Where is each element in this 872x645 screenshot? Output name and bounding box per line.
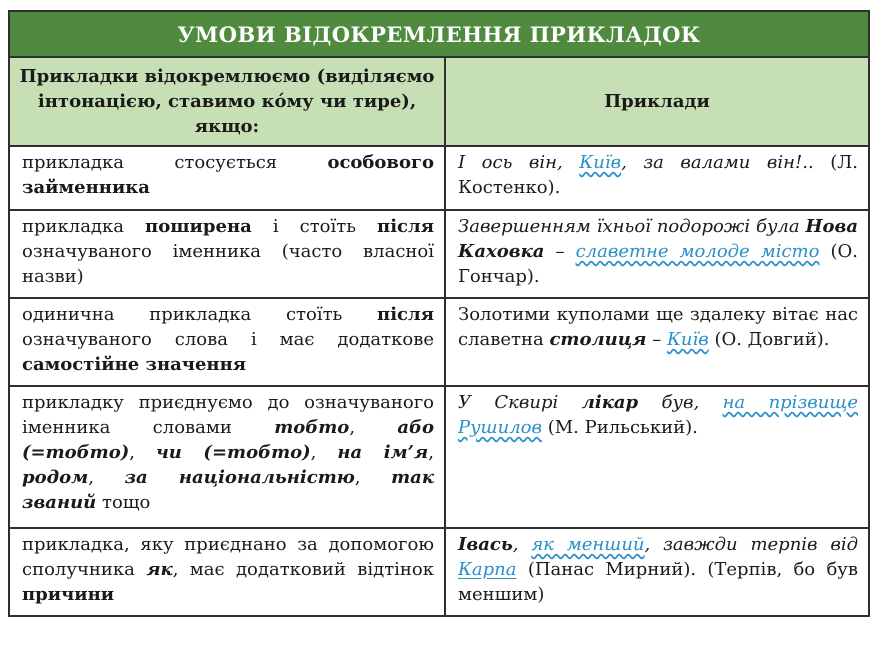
- underlined-apposition: як менший: [531, 534, 645, 555]
- apposition-rules-table: [8, 10, 870, 617]
- header-row: [9, 57, 869, 146]
- table-row: [9, 528, 869, 616]
- text-run: (О. Гончар).: [458, 241, 858, 287]
- condition-cell: [9, 146, 445, 210]
- text-run: одинична прикладка стоїть: [22, 304, 378, 325]
- text-run: ,: [88, 467, 125, 488]
- table-body: [9, 146, 869, 616]
- underlined-apposition: на прізвище Рушилов: [458, 392, 858, 438]
- text-run: –: [646, 329, 667, 350]
- header-examples: Приклади: [445, 57, 869, 146]
- emphasized-text: , завжди терпів від: [644, 534, 859, 555]
- emphasized-text: , за валами він!..: [621, 152, 814, 173]
- text-run: , має додатковий відтінок: [172, 559, 434, 580]
- table-title: УМОВИ ВІДОКРЕМЛЕННЯ ПРИКЛАДОК: [9, 11, 869, 57]
- table-row: [9, 146, 869, 210]
- emphasized-text: за національністю: [124, 467, 355, 488]
- emphasized-text: лікар: [581, 392, 639, 413]
- text-run: ,: [349, 417, 398, 438]
- emphasized-text: І ось він,: [458, 152, 580, 173]
- underlined-apposition: Київ: [666, 329, 709, 350]
- underlined-apposition: Карпа: [458, 559, 517, 580]
- emphasized-text: після: [377, 304, 434, 325]
- header-conditions: Прикладки відокремлюємо (виділяємо інтонацією, ставимо ко́му чи тире), якщо:: [9, 57, 445, 146]
- emphasized-text: тобто: [274, 417, 350, 438]
- underlined-apposition: славетне молоде місто: [575, 241, 820, 262]
- emphasized-text: родом: [22, 467, 89, 488]
- text-run: прикладка: [22, 216, 146, 237]
- example-cell: [445, 528, 869, 616]
- condition-cell: [9, 298, 445, 386]
- text-run: (О. Довгий).: [708, 329, 830, 350]
- emphasized-text: особового займенника: [22, 152, 434, 198]
- emphasized-text: був,: [638, 392, 723, 413]
- text-run: прикладка, яку приєднано за допомогою сполучника: [22, 534, 434, 580]
- example-cell: [445, 386, 869, 528]
- text-run: означуваного іменника (часто власної назви): [22, 241, 434, 287]
- emphasized-text: У Сквирі: [458, 392, 582, 413]
- table-row: [9, 386, 869, 528]
- text-run: прикладку приєднуємо до означуваного іменника словами: [22, 392, 434, 438]
- table-row: [9, 210, 869, 298]
- emphasized-text: причини: [22, 584, 115, 605]
- condition-cell: [9, 386, 445, 528]
- text-run: означуваного слова і має додаткове: [22, 329, 434, 350]
- text-run: ,: [354, 467, 392, 488]
- emphasized-text: чи (=тобто): [155, 442, 311, 463]
- text-run: ,: [129, 442, 156, 463]
- example-cell: [445, 146, 869, 210]
- emphasized-text: після: [377, 216, 435, 237]
- text-run: (Панас Мирний). (Терпів, бо був меншим): [458, 559, 859, 605]
- example-cell: [445, 210, 869, 298]
- title-row: [9, 11, 869, 57]
- emphasized-text: Івась: [458, 534, 513, 555]
- emphasized-text: самостійне значення: [22, 354, 247, 375]
- emphasized-text: або (=тобто): [22, 417, 435, 463]
- emphasized-text: столиця: [549, 329, 647, 350]
- text-run: (Л. Костенко).: [458, 152, 859, 198]
- text-run: Золотими куполами ще здалеку вітає нас славетна: [458, 304, 859, 350]
- condition-cell: [9, 210, 445, 298]
- emphasized-text: –: [544, 241, 576, 262]
- text-run: і стоїть: [251, 216, 378, 237]
- emphasized-text: на ім’я: [337, 442, 429, 463]
- text-run: ,: [310, 442, 338, 463]
- condition-cell: [9, 528, 445, 616]
- text-run: ,: [428, 442, 434, 463]
- underlined-apposition: Київ: [579, 152, 622, 173]
- emphasized-text: як: [146, 559, 173, 580]
- emphasized-text: поширена: [145, 216, 252, 237]
- rules-table-wrapper: [8, 10, 868, 617]
- emphasized-text: Завершенням їхньої подорожі була: [458, 216, 806, 237]
- emphasized-text: Нова Каховка: [458, 216, 859, 262]
- table-row: [9, 298, 869, 386]
- example-cell: [445, 298, 869, 386]
- emphasized-text: так званий: [22, 467, 434, 513]
- text-run: прикладка стосується: [22, 152, 328, 173]
- emphasized-text: ,: [512, 534, 532, 555]
- text-run: тощо: [96, 492, 151, 513]
- text-run: (М. Рильський).: [541, 417, 698, 438]
